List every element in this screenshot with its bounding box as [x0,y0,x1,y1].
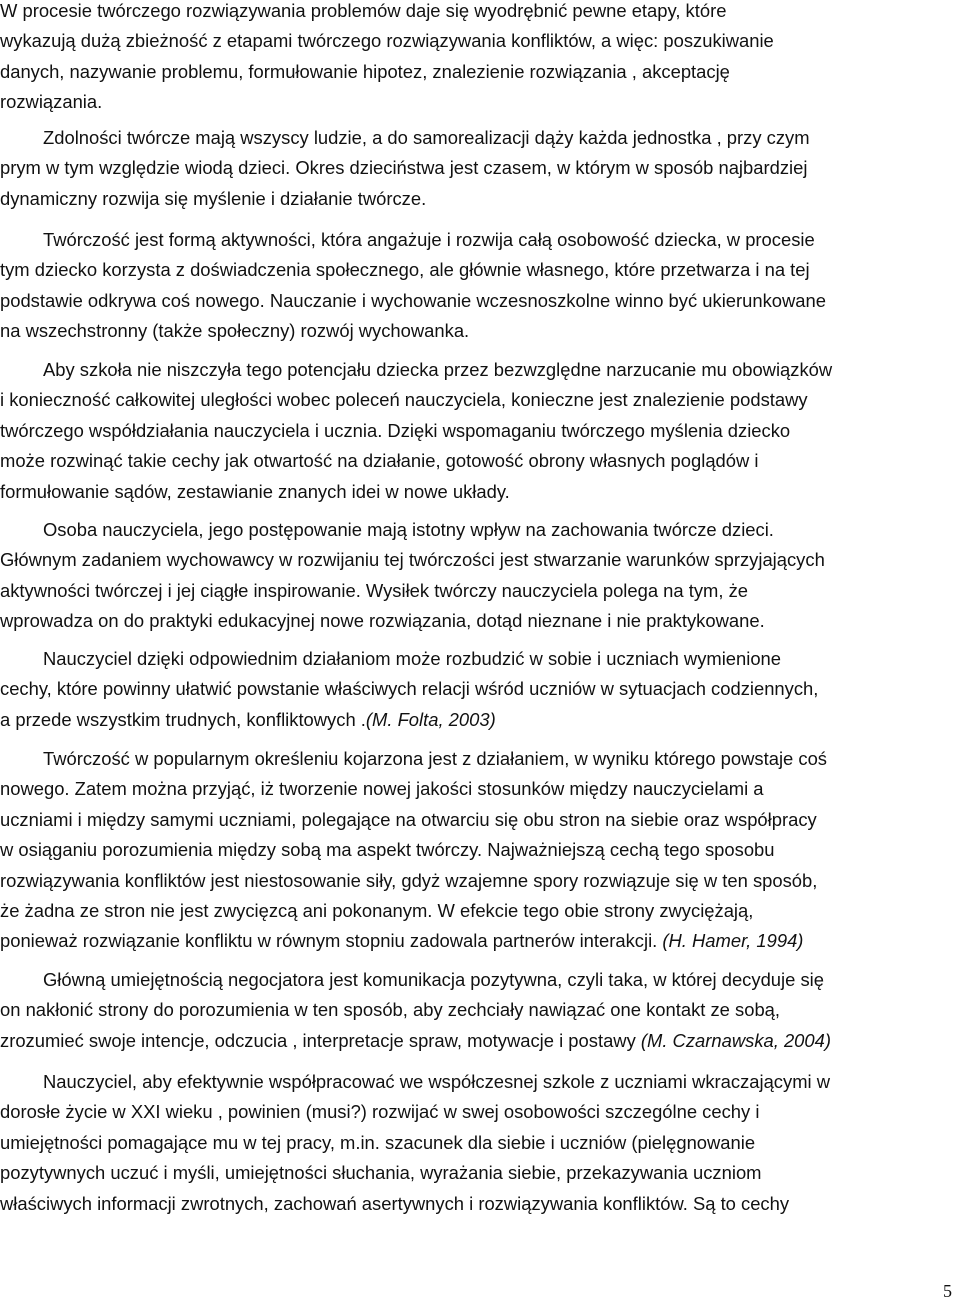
line-text: ponieważ rozwiązanie konfliktu w równym stopniu zadowala partnerów interakcji. [0,930,663,952]
text-line: właściwych informacji zwrotnych, zachowań asertywnych i rozwiązywania konfliktów. Są to cechy [0,1192,790,1214]
text-line: podstawie odkrywa coś nowego. Nauczanie i wychowanie wczesnoszkolne winno być ukierunkowane [0,289,826,311]
text-line: tym dziecko korzysta z doświadczenia społecznego, ale głównie własnego, które przetwarza i na tej [0,259,810,281]
text-line: danych, nazywanie problemu, formułowanie hipotez, znalezienie rozwiązania , akceptację [0,60,730,82]
text-line: wykazują dużą zbieżność z etapami twórczego rozwiązywania konfliktów, a więc: poszukiwanie [0,30,774,52]
text-line: umiejętności pomagające mu w tej pracy, m.in. szacunek dla siebie i uczniów (pielęgnowanie [0,1131,756,1153]
text-line: Aby szkoła nie niszczyła tego potencjału dziecka przez bezwzględne narzucanie mu obowiązków [43,359,833,380]
text-line: że żadna ze stron nie jest zwycięzcą ani pokonanym. W efekcie tego obie strony zwyciężają, [0,900,754,922]
text-line: Twórczość w popularnym określeniu kojarzona jest z działaniem, w wyniku którego powstaje coś [43,748,827,769]
text-line: formułowanie sądów, zestawianie znanych idei w nowe układy. [0,480,510,502]
text-line: i konieczność całkowitej uległości wobec poleceń nauczyciela, konieczne jest znalezienie podstawy [0,389,808,411]
text-line: Nauczyciel dzięki odpowiednim działaniom może rozbudzić w sobie i uczniach wymienione [43,648,782,669]
text-line: Zdolności twórcze mają wszyscy ludzie, a do samorealizacji dąży każda jednostka , przy czym [43,127,810,148]
text-line: dynamiczny rozwija się myślenie i działanie twórcze. [0,187,427,209]
text-line: aktywności twórczej i jej ciągłe inspirowanie. Wysiłek twórczy nauczyciela polega na tym, że [0,579,749,601]
paragraph [0,0,774,118]
paragraph [0,744,827,957]
paragraph [0,965,831,1056]
paragraph [0,644,818,735]
text-line: rozwiązywania konfliktów jest niestosowanie siły, gdyż wzajemne spory rozwiązuje się w ten sposób, [0,869,818,891]
text-line: Twórczość jest formą aktywności, która angażuje i rozwija całą osobowość dziecka, w procesie [43,229,815,250]
text-line [0,705,818,735]
paragraph [0,355,832,507]
text-line [0,926,827,956]
text-line [0,1026,831,1056]
citation: (M. Czarnawska, 2004) [640,1029,831,1051]
text-line: Osoba nauczyciela, jego postępowanie mają istotny wpływ na zachowania twórcze dzieci. [43,519,774,540]
line-text: a przede wszystkim trudnych, konfliktowych . [0,708,366,730]
text-line: twórczego współdziałania nauczyciela i ucznia. Dzięki wspomaganiu twórczego myślenia dziecko [0,419,791,441]
text-line: w osiąganiu porozumienia między sobą ma aspekt twórczy. Najważniejszą cechą tego sposobu [0,839,775,861]
citation: (H. Hamer, 1994) [662,930,804,952]
text-line: na wszechstronny (także społeczny) rozwój wychowanka. [0,320,470,342]
text-line: wprowadza on do praktyki edukacyjnej nowe rozwiązania, dotąd nieznane i nie praktykowane. [0,610,765,632]
text-line: nowego. Zatem można przyjąć, iż tworzenie nowej jakości stosunków między nauczycielami a [0,778,764,800]
paragraph [0,515,825,637]
paragraph [0,1067,830,1219]
text-line: może rozwinąć takie cechy jak otwartość na działanie, gotowość obrony własnych poglądów i [0,450,759,472]
text-line: rozwiązania. [0,91,103,113]
text-line: uczniami i między samymi uczniami, polegające na otwarciu się obu stron na siebie oraz współpracy [0,808,817,830]
text-line: dorosłe życie w XXI wieku , powinien (musi?) rozwijać w swej osobowości szczególne cechy i [0,1101,760,1123]
text-line: Główną umiejętnością negocjatora jest komunikacja pozytywna, czyli taka, w której decyduje się [43,969,824,990]
paragraph [0,123,810,214]
text-line: W procesie twórczego rozwiązywania problemów daje się wyodrębnić pewne etapy, które [0,0,727,21]
paragraph [0,225,826,347]
text-line: cechy, które powinny ułatwić powstanie właściwych relacji wśród uczniów w sytuacjach codziennych, [0,678,819,700]
line-text: zrozumieć swoje intencje, odczucia , interpretacje spraw, motywacje i postawy [0,1029,641,1051]
text-line: on nakłonić strony do porozumienia w ten sposób, aby zechciały nawiązać one kontakt ze sobą, [0,999,781,1021]
page-number: 5 [943,1281,952,1301]
text-line: prym w tym względzie wiodą dzieci. Okres dzieciństwa jest czasem, w którym w sposób najbardziej [0,157,808,179]
text-line: Nauczyciel, aby efektywnie współpracować we współczesnej szkole z uczniami wkraczającymi w [43,1071,830,1092]
citation: (M. Folta, 2003) [365,708,496,730]
text-line: pozytywnych uczuć i myśli, umiejętności słuchania, wyrażania siebie, przekazywania uczniom [0,1162,762,1184]
text-line: Głównym zadaniem wychowawcy w rozwijaniu tej twórczości jest stwarzanie warunków sprzyjających [0,549,825,571]
